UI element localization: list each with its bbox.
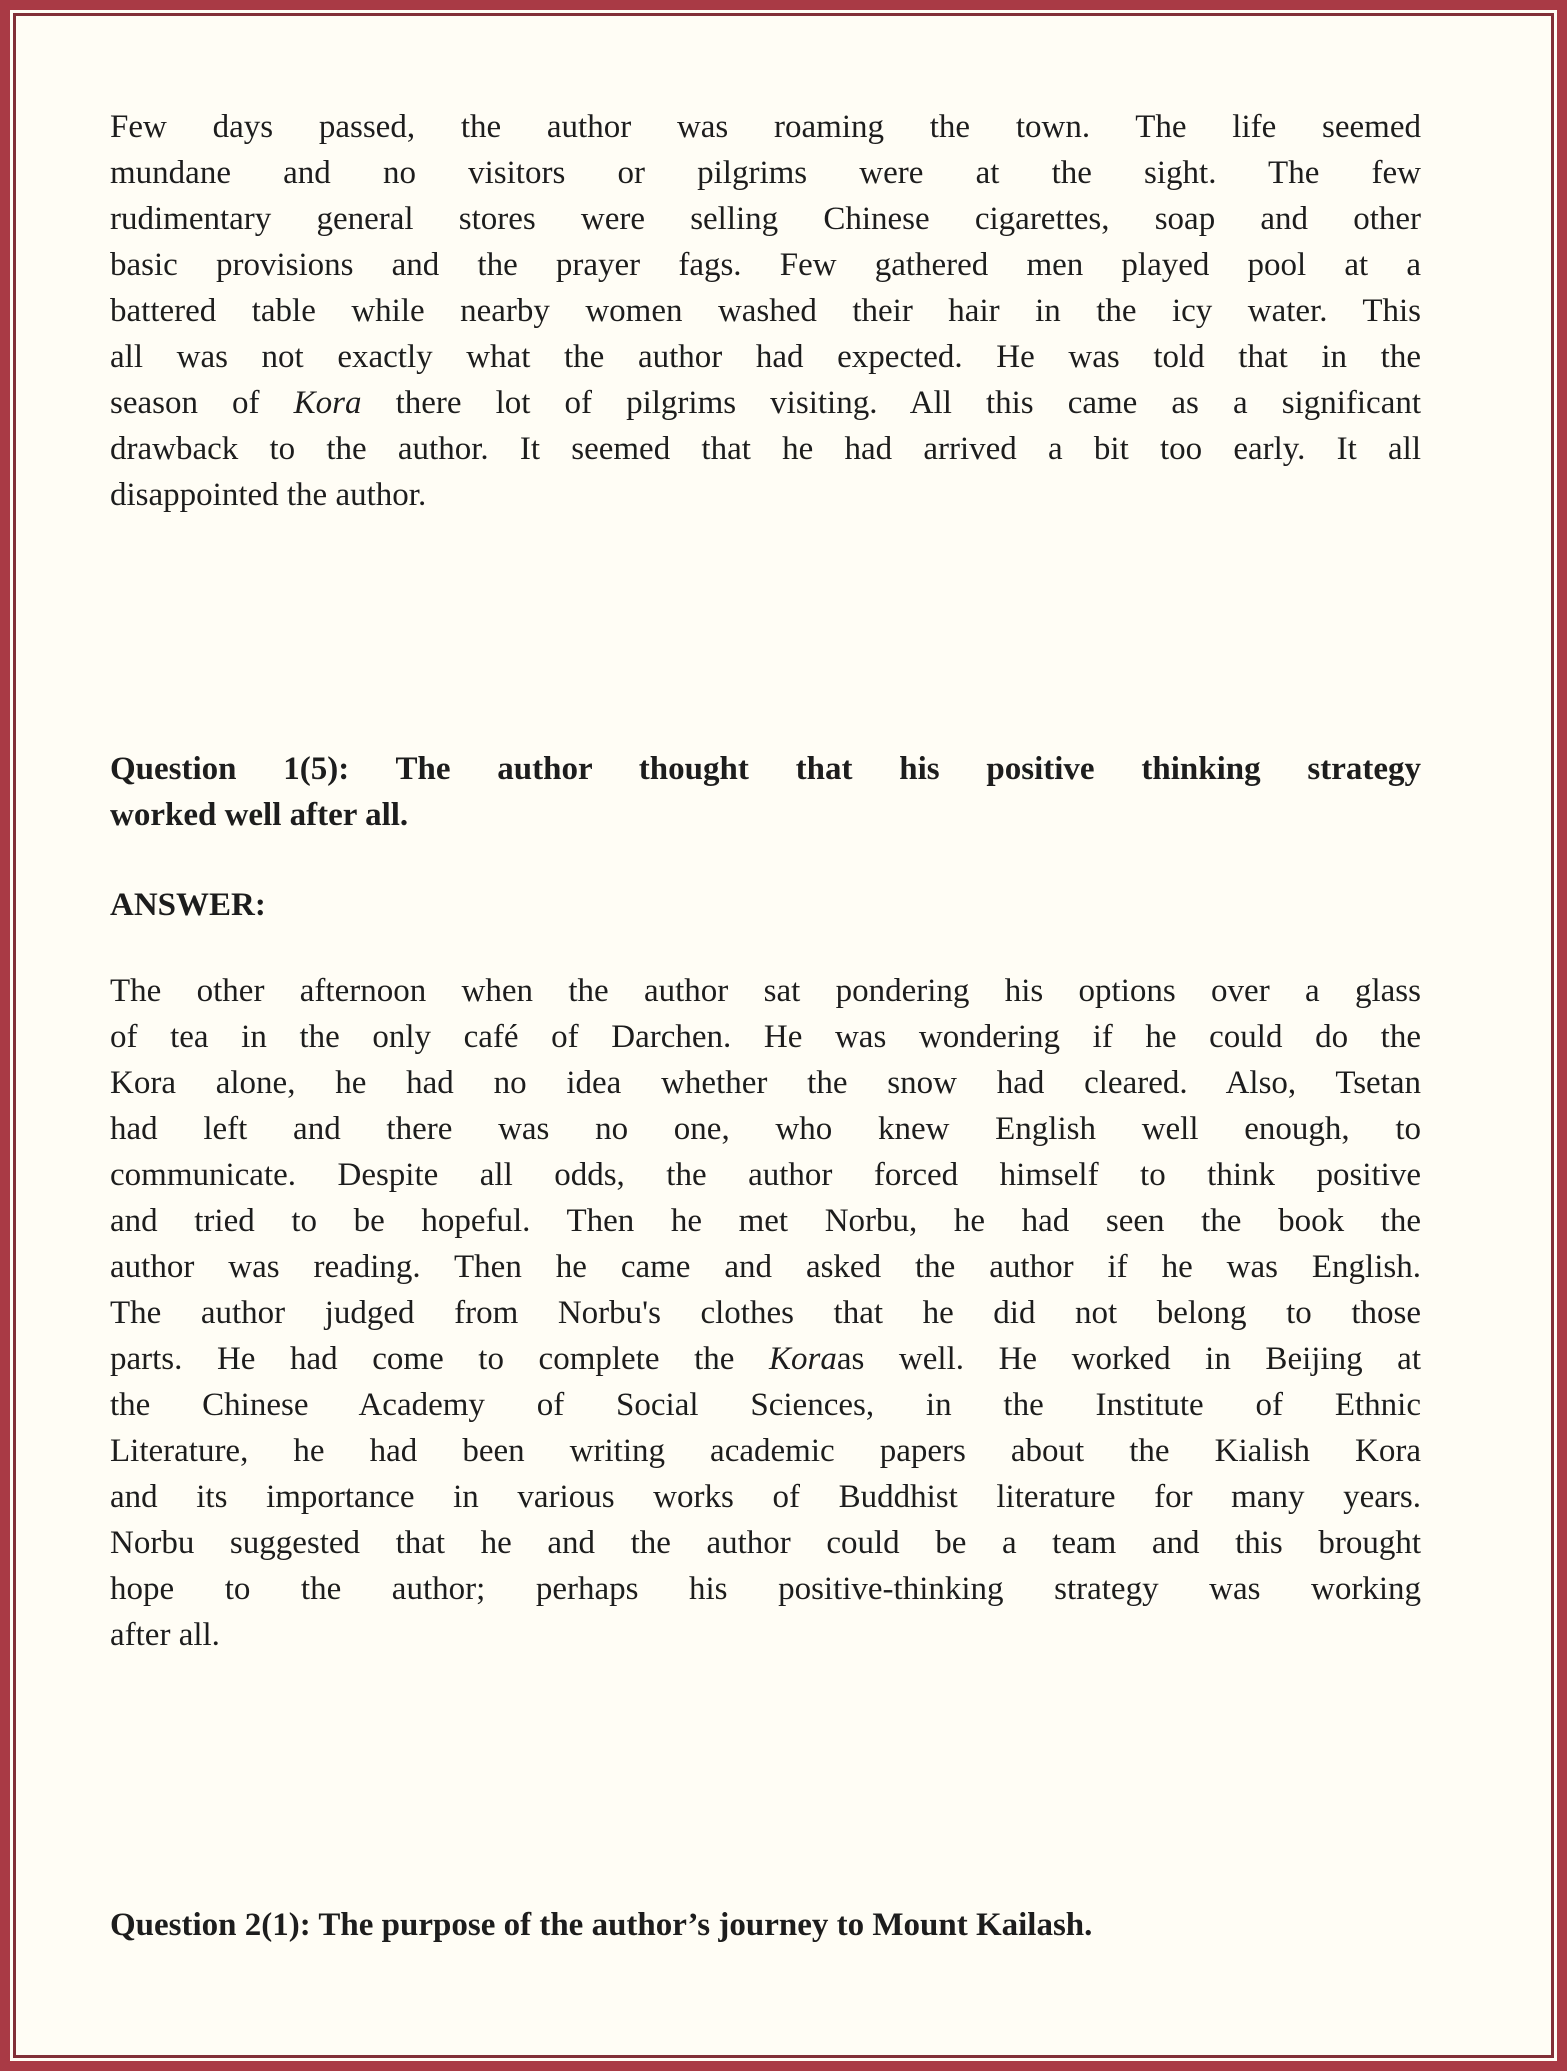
- text-line: Question 1(5): The author thought that his positive thinking strategy: [110, 751, 1421, 787]
- text-line: Norbu suggested that he and the author could be a team and this brought: [110, 1525, 1421, 1561]
- text-line: all was not exactly what the author had expected. He was told that in the: [110, 339, 1421, 375]
- text-line: disappointed the author.: [110, 477, 427, 513]
- text-line: season of Kora there lot of pilgrims visiting. All this came as a significant: [110, 385, 1422, 421]
- text-line: basic provisions and the prayer fags. Few gathered men played pool at a: [110, 247, 1421, 283]
- text-line: parts. He had come to complete the Koraas well. He worked in Beijing at: [110, 1341, 1421, 1377]
- answer-label: ANSWER:: [110, 887, 266, 923]
- text-line: and tried to be hopeful. Then he met Norbu, he had seen the book the: [110, 1203, 1421, 1239]
- text-line: worked well after all.: [110, 797, 409, 833]
- question-2-heading: [110, 1902, 1421, 1948]
- question-1-heading: [110, 746, 1421, 838]
- text-line: and its importance in various works of Buddhist literature for many years.: [110, 1479, 1421, 1515]
- answer-paragraph: [110, 968, 1421, 1658]
- text-line: The author judged from Norbu's clothes that he did not belong to those: [110, 1295, 1421, 1331]
- text-line: The other afternoon when the author sat pondering his options over a glass: [110, 973, 1421, 1009]
- text-line: of tea in the only café of Darchen. He was wondering if he could do the: [110, 1019, 1421, 1055]
- text-line: hope to the author; perhaps his positive-thinking strategy was working: [110, 1571, 1421, 1607]
- text-line: Kora alone, he had no idea whether the snow had cleared. Also, Tsetan: [110, 1065, 1421, 1101]
- document-content: [26, 26, 1541, 2045]
- text-line: Literature, he had been writing academic papers about the Kialish Kora: [110, 1433, 1421, 1469]
- text-line: battered table while nearby women washed their hair in the icy water. This: [110, 293, 1421, 329]
- text-line: Few days passed, the author was roaming the town. The life seemed: [110, 109, 1421, 145]
- text-line: communicate. Despite all odds, the author forced himself to think positive: [110, 1157, 1421, 1193]
- text-line: rudimentary general stores were selling Chinese cigarettes, soap and other: [110, 201, 1421, 237]
- text-line: drawback to the author. It seemed that he had arrived a bit too early. It all: [110, 431, 1421, 467]
- text-line: the Chinese Academy of Social Sciences, in the Institute of Ethnic: [110, 1387, 1421, 1423]
- text-line: Question 2(1): The purpose of the author’s journey to Mount Kailash.: [110, 1907, 1093, 1943]
- text-line: author was reading. Then he came and asked the author if he was English.: [110, 1249, 1421, 1285]
- text-line: had left and there was no one, who knew English well enough, to: [110, 1111, 1421, 1147]
- intro-paragraph: [110, 104, 1421, 518]
- text-line: after all.: [110, 1617, 220, 1653]
- text-line: mundane and no visitors or pilgrims were at the sight. The few: [110, 155, 1421, 191]
